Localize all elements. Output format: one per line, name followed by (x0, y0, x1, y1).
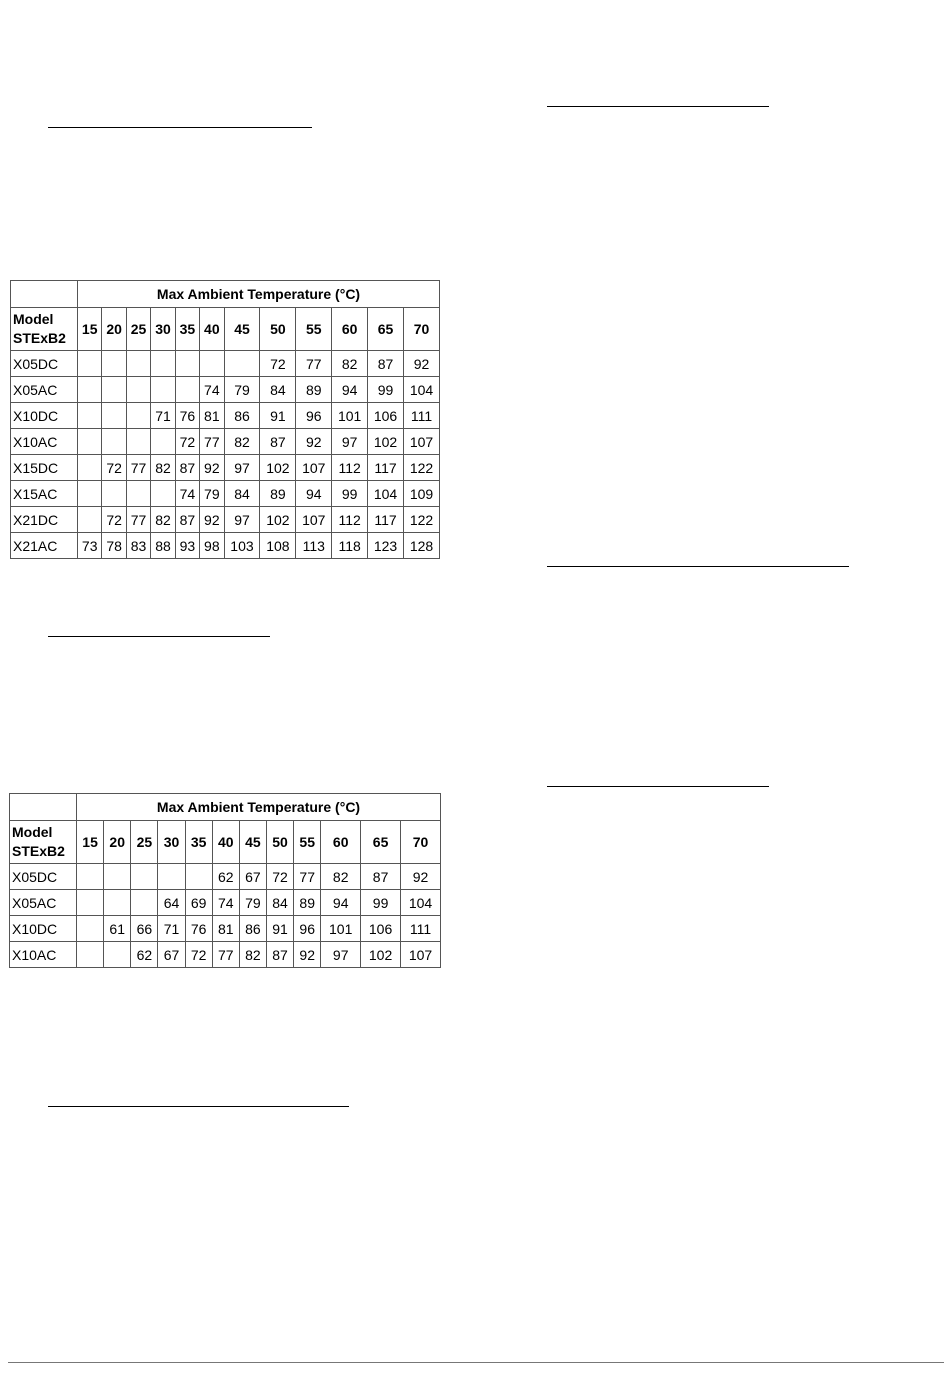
value-cell (102, 429, 126, 455)
value-cell: 106 (368, 403, 404, 429)
value-cell: 69 (185, 890, 212, 916)
heading-underline-1 (48, 127, 312, 128)
value-cell: 86 (224, 403, 260, 429)
value-cell: 111 (401, 916, 441, 942)
value-cell: 113 (296, 533, 332, 559)
value-cell (151, 429, 175, 455)
value-cell: 74 (175, 481, 199, 507)
model-cell: X15AC (11, 481, 78, 507)
value-cell (77, 890, 104, 916)
value-cell (175, 377, 199, 403)
temperature-column-header: 30 (151, 308, 175, 351)
value-cell: 87 (175, 507, 199, 533)
temperature-column-header: 20 (104, 821, 131, 864)
value-cell: 104 (368, 481, 404, 507)
temperature-column-header: 55 (294, 821, 321, 864)
value-cell: 92 (294, 942, 321, 968)
value-cell: 67 (158, 942, 185, 968)
value-cell: 89 (296, 377, 332, 403)
temperature-column-header: 60 (321, 821, 361, 864)
temperature-column-header: 15 (77, 821, 104, 864)
value-cell (78, 455, 102, 481)
heading-underline-6 (547, 786, 769, 787)
temperature-column-header: 70 (403, 308, 439, 351)
value-cell (200, 351, 224, 377)
value-cell: 66 (131, 916, 158, 942)
value-cell: 86 (239, 916, 266, 942)
value-cell: 103 (224, 533, 260, 559)
value-cell (126, 429, 150, 455)
value-cell: 107 (296, 455, 332, 481)
model-header-line1: Model (13, 311, 54, 327)
value-cell: 73 (78, 533, 102, 559)
model-cell: X10AC (10, 942, 77, 968)
value-cell: 109 (403, 481, 439, 507)
value-cell: 107 (296, 507, 332, 533)
value-cell: 92 (200, 455, 224, 481)
value-cell: 87 (260, 429, 296, 455)
value-cell: 87 (175, 455, 199, 481)
model-header-line2: STExB2 (12, 843, 65, 859)
value-cell: 91 (260, 403, 296, 429)
value-cell (126, 481, 150, 507)
value-cell: 94 (332, 377, 368, 403)
value-cell (102, 403, 126, 429)
value-cell (77, 942, 104, 968)
value-cell (131, 864, 158, 890)
value-cell: 64 (158, 890, 185, 916)
temperature-column-header: 70 (401, 821, 441, 864)
value-cell: 102 (260, 507, 296, 533)
value-cell: 87 (368, 351, 404, 377)
value-cell: 88 (151, 533, 175, 559)
column-header-row (10, 821, 441, 864)
value-cell: 62 (212, 864, 239, 890)
value-cell (102, 481, 126, 507)
value-cell: 97 (224, 455, 260, 481)
value-cell: 77 (296, 351, 332, 377)
temperature-column-header: 45 (239, 821, 266, 864)
value-cell (77, 864, 104, 890)
temperature-column-header: 40 (212, 821, 239, 864)
value-cell: 91 (266, 916, 293, 942)
value-cell: 61 (104, 916, 131, 942)
temperature-column-header: 65 (361, 821, 401, 864)
value-cell: 97 (321, 942, 361, 968)
model-cell: X05DC (10, 864, 77, 890)
value-cell: 96 (296, 403, 332, 429)
value-cell: 82 (151, 455, 175, 481)
heading-underline-5 (547, 566, 849, 567)
value-cell: 74 (200, 377, 224, 403)
temperature-column-header: 35 (175, 308, 199, 351)
value-cell: 72 (102, 507, 126, 533)
value-cell: 108 (260, 533, 296, 559)
value-cell: 87 (361, 864, 401, 890)
temperature-table-2 (9, 793, 441, 968)
column-header-row (11, 308, 440, 351)
value-cell: 104 (403, 377, 439, 403)
table-row (11, 429, 440, 455)
model-cell: X21DC (11, 507, 78, 533)
value-cell: 106 (361, 916, 401, 942)
value-cell (102, 377, 126, 403)
temperature-table-1 (10, 280, 440, 559)
value-cell: 128 (403, 533, 439, 559)
value-cell: 82 (239, 942, 266, 968)
value-cell: 122 (403, 507, 439, 533)
value-cell: 102 (368, 429, 404, 455)
temperature-column-header: 40 (200, 308, 224, 351)
value-cell: 78 (102, 533, 126, 559)
temperature-column-header: 50 (260, 308, 296, 351)
value-cell: 82 (321, 864, 361, 890)
model-cell: X15DC (11, 455, 78, 481)
value-cell: 99 (368, 377, 404, 403)
value-cell: 89 (294, 890, 321, 916)
value-cell: 79 (200, 481, 224, 507)
value-cell: 72 (102, 455, 126, 481)
table-row (11, 533, 440, 559)
model-cell: X10DC (10, 916, 77, 942)
value-cell: 84 (224, 481, 260, 507)
value-cell (126, 377, 150, 403)
value-cell: 111 (403, 403, 439, 429)
table-title-row (11, 281, 440, 308)
value-cell: 107 (401, 942, 441, 968)
value-cell: 76 (185, 916, 212, 942)
heading-underline-4 (547, 106, 769, 107)
table-title-row (10, 794, 441, 821)
value-cell: 102 (260, 455, 296, 481)
value-cell: 117 (368, 507, 404, 533)
value-cell (185, 864, 212, 890)
model-header-line1: Model (12, 824, 53, 840)
value-cell: 77 (212, 942, 239, 968)
value-cell (78, 507, 102, 533)
table-row (11, 507, 440, 533)
temperature-column-header: 65 (368, 308, 404, 351)
footer-divider (8, 1362, 944, 1363)
value-cell: 81 (212, 916, 239, 942)
table-title: Max Ambient Temperature (°C) (77, 794, 441, 821)
value-cell: 77 (200, 429, 224, 455)
value-cell (224, 351, 260, 377)
model-cell: X21AC (11, 533, 78, 559)
value-cell (158, 864, 185, 890)
temperature-column-header: 30 (158, 821, 185, 864)
value-cell: 72 (260, 351, 296, 377)
value-cell (78, 377, 102, 403)
value-cell (78, 429, 102, 455)
value-cell (175, 351, 199, 377)
value-cell: 84 (266, 890, 293, 916)
heading-underline-2 (48, 636, 270, 637)
value-cell: 62 (131, 942, 158, 968)
model-cell: X05AC (10, 890, 77, 916)
value-cell: 93 (175, 533, 199, 559)
value-cell: 104 (401, 890, 441, 916)
value-cell (77, 916, 104, 942)
temperature-column-header: 55 (296, 308, 332, 351)
model-header-line2: STExB2 (13, 330, 66, 346)
value-cell: 97 (224, 507, 260, 533)
temperature-column-header: 15 (78, 308, 102, 351)
value-cell: 79 (239, 890, 266, 916)
model-cell: X10DC (11, 403, 78, 429)
value-cell: 84 (260, 377, 296, 403)
value-cell: 117 (368, 455, 404, 481)
value-cell: 79 (224, 377, 260, 403)
value-cell (102, 351, 126, 377)
temperature-column-header: 60 (332, 308, 368, 351)
value-cell: 77 (294, 864, 321, 890)
value-cell (104, 864, 131, 890)
value-cell: 82 (151, 507, 175, 533)
value-cell: 92 (401, 864, 441, 890)
model-cell: X10AC (11, 429, 78, 455)
value-cell: 77 (126, 455, 150, 481)
value-cell: 99 (361, 890, 401, 916)
table-row (11, 455, 440, 481)
value-cell: 97 (332, 429, 368, 455)
value-cell: 72 (185, 942, 212, 968)
value-cell: 67 (239, 864, 266, 890)
value-cell (78, 481, 102, 507)
value-cell: 96 (294, 916, 321, 942)
model-cell: X05AC (11, 377, 78, 403)
value-cell: 83 (126, 533, 150, 559)
value-cell: 87 (266, 942, 293, 968)
value-cell (151, 377, 175, 403)
value-cell (78, 351, 102, 377)
temperature-column-header: 25 (126, 308, 150, 351)
value-cell: 72 (175, 429, 199, 455)
value-cell (78, 403, 102, 429)
model-header (10, 821, 77, 864)
value-cell: 107 (403, 429, 439, 455)
temperature-column-header: 20 (102, 308, 126, 351)
model-cell: X05DC (11, 351, 78, 377)
value-cell: 74 (212, 890, 239, 916)
corner-cell (11, 281, 78, 308)
value-cell: 92 (403, 351, 439, 377)
value-cell: 77 (126, 507, 150, 533)
temperature-column-header: 35 (185, 821, 212, 864)
value-cell: 112 (332, 507, 368, 533)
table-title: Max Ambient Temperature (°C) (78, 281, 440, 308)
value-cell: 99 (332, 481, 368, 507)
table-row (11, 351, 440, 377)
temperature-column-header: 25 (131, 821, 158, 864)
value-cell: 92 (296, 429, 332, 455)
model-header (11, 308, 78, 351)
value-cell: 102 (361, 942, 401, 968)
value-cell: 101 (321, 916, 361, 942)
corner-cell (10, 794, 77, 821)
table-row (11, 481, 440, 507)
value-cell: 122 (403, 455, 439, 481)
table-row (10, 942, 441, 968)
value-cell (104, 890, 131, 916)
value-cell: 72 (266, 864, 293, 890)
value-cell: 81 (200, 403, 224, 429)
value-cell: 101 (332, 403, 368, 429)
table-row (11, 377, 440, 403)
table-row (10, 890, 441, 916)
value-cell: 112 (332, 455, 368, 481)
table-row (11, 403, 440, 429)
value-cell: 92 (200, 507, 224, 533)
value-cell: 98 (200, 533, 224, 559)
value-cell (104, 942, 131, 968)
table-row (10, 864, 441, 890)
value-cell: 118 (332, 533, 368, 559)
value-cell: 82 (224, 429, 260, 455)
value-cell: 89 (260, 481, 296, 507)
temperature-column-header: 45 (224, 308, 260, 351)
value-cell: 71 (151, 403, 175, 429)
value-cell (126, 403, 150, 429)
temperature-column-header: 50 (266, 821, 293, 864)
value-cell (151, 481, 175, 507)
value-cell: 94 (296, 481, 332, 507)
value-cell (131, 890, 158, 916)
table-row (10, 916, 441, 942)
value-cell: 82 (332, 351, 368, 377)
value-cell: 123 (368, 533, 404, 559)
value-cell: 94 (321, 890, 361, 916)
heading-underline-3 (48, 1106, 349, 1107)
value-cell (126, 351, 150, 377)
value-cell: 71 (158, 916, 185, 942)
value-cell: 76 (175, 403, 199, 429)
value-cell (151, 351, 175, 377)
